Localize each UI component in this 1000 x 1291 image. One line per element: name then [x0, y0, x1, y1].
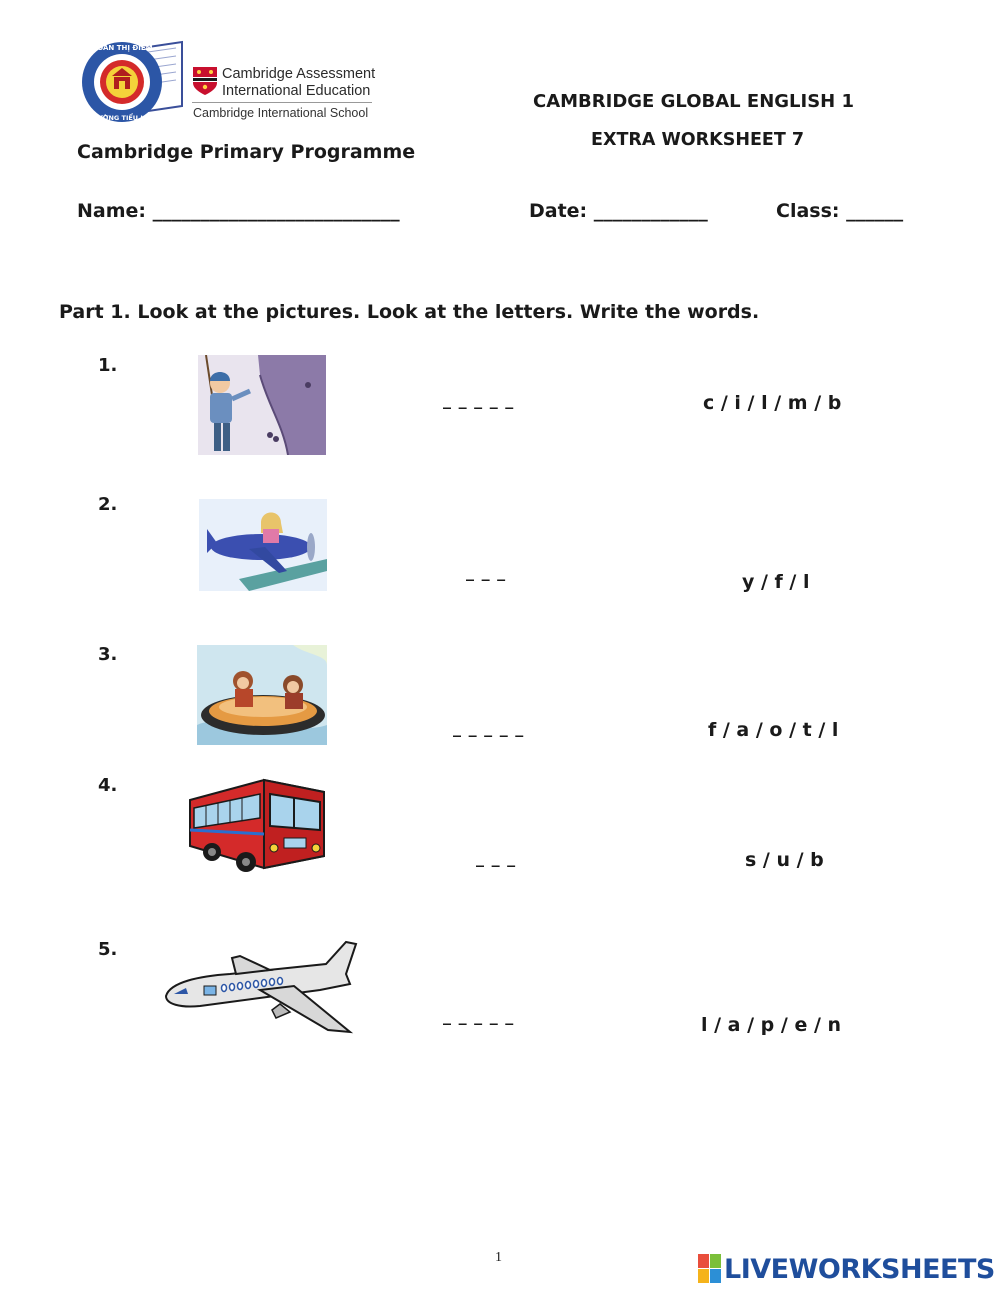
cambridge-divider	[192, 102, 372, 103]
flying-picture	[199, 499, 327, 591]
liveworksheets-logo-icon	[698, 1254, 722, 1284]
part1-title: Part 1. Look at the pictures. Look at the letters. Write the words.	[59, 301, 760, 323]
letter-set: f / a / o / t / l	[708, 719, 839, 741]
letter-set: l / a / p / e / n	[701, 1014, 842, 1036]
question-number: 5.	[98, 939, 118, 960]
question-number: 3.	[98, 644, 118, 665]
plane-picture	[160, 938, 358, 1036]
question-number: 4.	[98, 775, 118, 796]
cambridge-line-3: Cambridge International School	[193, 106, 369, 120]
cambridge-line-1: Cambridge Assessment	[222, 66, 376, 82]
seal-text-bottom: TRƯỜNG TIỂU HỌC	[87, 114, 157, 122]
seal-text-top: ĐOÀN THỊ ĐIỂM	[91, 44, 153, 52]
programme-title: Cambridge Primary Programme	[77, 141, 416, 163]
school-logo	[78, 36, 186, 128]
letter-set: s / u / b	[745, 849, 824, 871]
class-field[interactable]: Class: ______	[776, 200, 904, 222]
bus-picture	[186, 772, 330, 878]
answer-blanks[interactable]: _ _ _ _ _	[453, 718, 525, 737]
cambridge-line-2: International Education	[222, 83, 371, 99]
date-field[interactable]: Date: ____________	[529, 200, 708, 222]
floating-picture	[197, 645, 327, 745]
course-title: CAMBRIDGE GLOBAL ENGLISH 1	[533, 91, 855, 112]
climbing-picture	[198, 355, 326, 455]
letter-set: y / f / l	[742, 571, 810, 593]
answer-blanks[interactable]: _ _ _	[476, 848, 517, 867]
letter-set: c / i / l / m / b	[703, 392, 842, 414]
question-number: 1.	[98, 355, 118, 376]
question-number: 2.	[98, 494, 118, 515]
answer-blanks[interactable]: _ _ _	[466, 562, 507, 581]
page-number: 1	[495, 1250, 502, 1265]
answer-blanks[interactable]: _ _ _ _ _	[443, 390, 515, 409]
answer-blanks[interactable]: _ _ _ _ _	[443, 1006, 515, 1025]
name-field[interactable]: Name: __________________________	[77, 200, 400, 222]
cambridge-crest-icon	[192, 66, 218, 96]
worksheet-title: EXTRA WORKSHEET 7	[591, 130, 805, 150]
liveworksheets-brand[interactable]: LIVEWORKSHEETS	[724, 1254, 995, 1285]
